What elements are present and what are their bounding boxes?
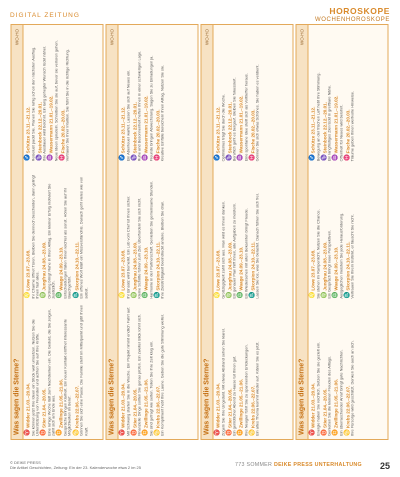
zodiac-sign-icon: ♏ <box>72 291 79 299</box>
zodiac-sign-text: Sie stehen im Rampenlicht. Nutzen Sie die Chance. <box>314 209 320 299</box>
zodiac-sign-text: Ihre Zielstrebigkeit beeindruckt andere. Bleiben Sie dran. <box>159 200 165 299</box>
header-section-label: DIGITAL ZEITUNG <box>10 12 80 19</box>
panel-columns <box>213 25 292 439</box>
zodiac-sign-text: Ihre Ausdauer wird belohnt. Ein lang gehegter Wunsch rückt näher. <box>41 45 47 162</box>
zodiac-sign-text: Ihre Fürsorge wird geschätzt. Denken Sie auch an sich. <box>349 340 355 436</box>
zodiac-sign-icon: ♌ <box>24 291 30 299</box>
panel-code: WO-HO <box>109 29 114 45</box>
zodiac-sign-text: Ein gemütlicher Abend zu Hause tut Ihnen gut. <box>231 355 237 436</box>
panel-columns <box>308 25 387 439</box>
horoscope-panel-body <box>200 24 293 440</box>
zodiac-sign-text: Vertrauen Sie Ihrer Intuition. Sie führt Sie in die richtige Richtung. <box>64 49 70 162</box>
zodiac-sign-text: Träume geben Ihnen wertvolle Hinweise. <box>349 90 355 162</box>
zodiac-sign-icon: ♌ <box>119 291 125 299</box>
zodiac-sign-icon: ♑ <box>130 154 137 162</box>
zodiac-sign-name: Waage 24.09.–23.10. <box>143 246 149 291</box>
page-title: HOROSKOPE <box>329 6 390 16</box>
zodiac-sign-icon: ♎ <box>237 291 244 299</box>
zodiac-sign-name: Schütze 23.11.–21.12. <box>215 106 221 154</box>
zodiac-sign-icon: ♏ <box>343 291 350 299</box>
zodiac-sign-icon: ♓ <box>58 154 65 162</box>
zodiac-sign-name: Widder 21.03.–20.04. <box>310 383 316 428</box>
panel-title: Was sagen die Sterne? <box>13 358 20 435</box>
zodiac-sign-name: Fische 20.02.–20.03. <box>60 109 66 154</box>
zodiac-sign-icon: ♋ <box>343 429 350 436</box>
zodiac-entry <box>322 303 332 436</box>
panel-title: Was sagen die Sterne? <box>203 358 210 435</box>
zodiac-entry <box>132 303 142 436</box>
zodiac-sign-icon: ♎ <box>142 291 149 299</box>
zodiac-sign-name: Waage 24.09.–23.10. <box>57 246 63 291</box>
header <box>315 6 390 23</box>
panel-column <box>25 303 100 436</box>
zodiac-sign-icon: ♍ <box>40 291 47 299</box>
zodiac-sign-icon: ♍ <box>225 291 232 299</box>
zodiac-entry <box>60 28 70 161</box>
zodiac-entry <box>74 303 89 436</box>
zodiac-sign-icon: ♒ <box>237 154 244 162</box>
panel-code: WO-HO <box>299 29 304 45</box>
zodiac-entry <box>37 28 47 161</box>
zodiac-sign-icon: ♎ <box>56 291 63 299</box>
zodiac-sign-text: Lassen Sie los, was Sie belastet. Danach fühlen Sie sich frei. <box>254 193 260 299</box>
zodiac-sign-name: Steinbock 22.12.–20.01. <box>321 102 327 154</box>
zodiac-sign-name: Wassermann 21.01.–19.02. <box>143 95 149 154</box>
zodiac-sign-icon: ♋ <box>72 429 79 436</box>
zodiac-sign-name: Widder 21.03.–20.04. <box>25 383 31 428</box>
zodiac-sign-text: Ein langfristiges Ziel rückt in greifbare Nähe. <box>326 85 332 162</box>
zodiac-sign-text: Ein Kompliment hebt Ihre Laune. Geben Sie die gute Stimmung weiter. <box>159 314 165 436</box>
zodiac-entry <box>310 303 320 436</box>
zodiac-sign-name: Zwillinge 21.05.–21.06. <box>333 378 339 428</box>
page-subtitle: WOCHENHOROSKOPE <box>314 17 390 23</box>
zodiac-entry <box>333 303 343 436</box>
zodiac-sign-icon: ♊ <box>332 429 339 436</box>
zodiac-sign-name: Krebs 22.06.–22.07. <box>73 385 79 428</box>
zodiac-sign-name: Widder 21.03.–20.04. <box>215 383 221 428</box>
zodiac-entry <box>57 303 72 436</box>
zodiac-entry <box>25 165 40 298</box>
zodiac-sign-text: Ruhe und Besonnenheit helfen Ihnen in einer schwierigen Lage. <box>136 50 142 162</box>
zodiac-sign-name: Schütze 23.11.–21.12. <box>25 106 31 154</box>
panel-title-bar <box>201 25 213 439</box>
zodiac-sign-text: Ein Abenteuer wartet. Lassen Sie sich auf Neues ein. <box>124 69 130 162</box>
zodiac-sign-icon: ♑ <box>35 154 42 162</box>
panel-title-bar <box>106 25 118 439</box>
zodiac-sign-text: Ordnung bringt Ruhe in Ihren Alltag. Ein kleiner Erfolg motiviert Sie zusätzlich. <box>45 183 56 299</box>
panel-title: Was sagen die Sterne? <box>108 358 115 435</box>
panel-column <box>120 303 195 436</box>
zodiac-sign-text: Ein Wiedersehen mit alten Bekannten bringt Freude. <box>242 208 248 299</box>
zodiac-entry <box>143 165 153 298</box>
zodiac-entry <box>227 28 237 161</box>
zodiac-sign-text: Ihre Neugier führt Sie zu spannenden Entdeckungen. <box>242 344 248 436</box>
footer-note: Die Artikel Geschichten, Zeitung: Ein der 23. Kalenderwoche etwa 2 im 25 <box>10 465 141 470</box>
zodiac-sign-icon: ♉ <box>225 429 232 436</box>
zodiac-sign-name: Waage 24.09.–23.10. <box>238 246 244 291</box>
zodiac-sign-name: Löwe 23.07.–23.08. <box>25 249 31 291</box>
zodiac-entry <box>25 303 40 436</box>
zodiac-sign-text: Bewegung an der frischen Luft hebt Ihre Stimmung. <box>314 72 320 162</box>
zodiac-sign-name: Steinbock 22.12.–20.01. <box>131 102 137 154</box>
zodiac-entry <box>227 303 237 436</box>
panel-column <box>310 303 385 436</box>
zodiac-sign-name: Stier 21.04.–20.05. <box>226 388 232 428</box>
zodiac-sign-icon: ♎ <box>332 291 339 299</box>
zodiac-sign-name: Stier 21.04.–20.05. <box>321 388 327 428</box>
footer-credits <box>10 460 141 470</box>
zodiac-sign-text: Ausgeglichen meistern Sie jede Herausforderung. <box>337 212 343 299</box>
zodiac-entry <box>250 303 260 436</box>
zodiac-sign-icon: ♒ <box>47 154 54 162</box>
zodiac-sign-icon: ♏ <box>248 291 255 299</box>
zodiac-sign-text: Beruflich geht es bergauf. Bleiben Sie fokussiert. <box>231 77 237 162</box>
zodiac-sign-text: Sie können jetzt Ihre Ideen ein Stück weit umsetzen. Nutzen Sie die Unterstützung von Freunden und achten Sie auf Ihre Kräfte. <box>29 319 40 436</box>
zodiac-sign-text: Vertrauen Sie Ihrem Instinkt, er täuscht Sie nicht. <box>349 214 355 299</box>
zodiac-sign-name: Waage 24.09.–23.10. <box>333 246 339 291</box>
zodiac-sign-icon: ♓ <box>153 154 160 162</box>
zodiac-entry <box>155 165 165 298</box>
zodiac-sign-icon: ♊ <box>237 429 244 436</box>
zodiac-entry <box>238 303 248 436</box>
zodiac-sign-text: Ein offenes Wort klärt ein Missverständnis. Danach geht vieles wie von selbst. <box>78 176 88 299</box>
zodiac-entry <box>143 28 153 161</box>
footer-issue: 773 SOMMER <box>235 462 273 468</box>
zodiac-sign-icon: ♒ <box>332 154 339 162</box>
horoscope-panel <box>200 24 293 440</box>
zodiac-sign-text: Freunde bringen Abwechslung. Sagen Sie zu Einladungen ja. <box>147 55 153 162</box>
zodiac-entry <box>120 165 130 298</box>
panel-code: WO-HO <box>204 29 209 45</box>
zodiac-entry <box>120 303 130 436</box>
zodiac-sign-icon: ♐ <box>309 154 315 162</box>
zodiac-sign-name: Krebs 22.06.–22.07. <box>250 385 256 428</box>
zodiac-entry <box>322 28 332 161</box>
zodiac-entry <box>333 165 343 298</box>
zodiac-sign-name: Zwillinge 21.05.–21.06. <box>238 378 244 428</box>
zodiac-sign-text: Eine ruhige Woche lädt zum Nachdenken ein. Die Geduld, die Sie zeigen, zahlt sich am Ende aus. <box>45 308 56 436</box>
zodiac-sign-icon: ♌ <box>309 291 315 299</box>
zodiac-entry <box>227 165 237 298</box>
zodiac-sign-name: Steinbock 22.12.–20.01. <box>226 102 232 154</box>
zodiac-sign-name: Wassermann 21.01.–19.02. <box>48 95 54 154</box>
zodiac-sign-icon: ♉ <box>130 429 137 436</box>
zodiac-entry <box>345 165 355 298</box>
zodiac-sign-name: Skorpion 24.10.–22.11. <box>155 241 161 291</box>
zodiac-sign-text: Neue Ideen sprudeln. Schreiben Sie sie auf, bevor sie verloren gehen. <box>52 40 58 162</box>
panel-column <box>120 28 195 161</box>
panel-column <box>25 165 100 298</box>
zodiac-sign-name: Jungfrau 24.08.–23.09. <box>226 241 232 291</box>
footer-copyright: © DEIKE PRESS <box>10 460 41 465</box>
zodiac-sign-text: Harmonie in der Partnerschaft. Genießen Sie gemeinsame Stunden. <box>147 180 153 299</box>
zodiac-sign-name: Löwe 23.07.–23.08. <box>215 249 221 291</box>
horoscope-panel <box>10 24 103 440</box>
zodiac-entry <box>132 28 142 161</box>
zodiac-sign-name: Skorpion 24.10.–22.11. <box>73 241 79 291</box>
panel-column <box>215 303 290 436</box>
zodiac-entry <box>250 28 260 161</box>
zodiac-sign-icon: ♊ <box>142 429 149 436</box>
zodiac-sign-icon: ♓ <box>343 154 350 162</box>
zodiac-sign-icon: ♈ <box>24 429 30 436</box>
zodiac-sign-name: Wassermann 21.01.–19.02. <box>333 95 339 154</box>
footer-brand: DEIKE PRESS UNTERHALTUNG <box>273 462 362 468</box>
zodiac-sign-icon: ♌ <box>214 291 220 299</box>
zodiac-sign-text: Offenheit für Neues wird belohnt. <box>337 104 343 162</box>
zodiac-sign-name: Skorpion 24.10.–22.11. <box>345 241 351 291</box>
zodiac-entry <box>143 303 153 436</box>
zodiac-sign-name: Schütze 23.11.–21.12. <box>120 106 126 154</box>
panel-column <box>310 165 385 298</box>
zodiac-sign-text: Ein überraschender Anruf bringt gute Nachrichten. <box>337 349 343 436</box>
zodiac-sign-name: Schütze 23.11.–21.12. <box>310 106 316 154</box>
zodiac-entry <box>333 28 343 161</box>
zodiac-sign-icon: ♐ <box>24 154 30 162</box>
panel-title: Was sagen die Sterne? <box>298 358 305 435</box>
zodiac-sign-icon: ♈ <box>119 429 125 436</box>
zodiac-entry <box>25 28 35 161</box>
panel-column <box>120 165 195 298</box>
zodiac-sign-name: Löwe 23.07.–23.08. <box>120 249 126 291</box>
horoscope-page <box>10 24 390 442</box>
zodiac-sign-text: Ihr Charme öffnet Türen. Bleiben Sie dennoch bescheiden, dann gelingt Ihnen fast alles. <box>29 175 40 299</box>
zodiac-sign-name: Zwillinge 21.05.–21.06. <box>143 378 149 428</box>
zodiac-sign-icon: ♋ <box>248 429 255 436</box>
panel-title-bar <box>11 25 23 439</box>
zodiac-sign-name: Jungfrau 24.08.–23.09. <box>41 241 47 291</box>
zodiac-entry <box>132 165 142 298</box>
zodiac-sign-name: Skorpion 24.10.–22.11. <box>250 241 256 291</box>
zodiac-sign-name: Stier 21.04.–20.05. <box>131 388 137 428</box>
zodiac-entry <box>238 28 248 161</box>
zodiac-entry <box>345 28 355 161</box>
zodiac-sign-text: Ihr Einsatz wird bemerkt. Ein Lob vom Chef ist Ihnen sicher. <box>124 195 130 299</box>
zodiac-entry <box>310 165 320 298</box>
zodiac-entry <box>155 28 165 161</box>
zodiac-sign-text: Kreative Einfälle bereichern Ihren Alltag. Nutzen Sie sie. <box>159 64 165 162</box>
panel-column <box>215 165 290 298</box>
zodiac-sign-icon: ♒ <box>142 154 149 162</box>
zodiac-sign-name: Fische 20.02.–20.03. <box>155 109 161 154</box>
zodiac-sign-icon: ♑ <box>225 154 232 162</box>
zodiac-sign-text: Sie sind gefragt wie selten. Teilen Sie Ihre Zeit klug ein. <box>147 340 153 436</box>
zodiac-entry <box>215 28 225 161</box>
zodiac-entry <box>250 165 260 298</box>
zodiac-entry <box>215 303 225 436</box>
zodiac-sign-icon: ♑ <box>320 154 327 162</box>
panel-title-bar <box>296 25 308 439</box>
zodiac-entry <box>310 28 320 161</box>
zodiac-sign-name: Löwe 23.07.–23.08. <box>310 249 316 291</box>
zodiac-entry <box>345 303 355 436</box>
zodiac-sign-text: Reiselust packt Sie. Planen Sie ruhig schon den nächsten Ausflug. <box>29 46 35 162</box>
zodiac-entry <box>238 165 248 298</box>
zodiac-sign-name: Wassermann 21.01.–19.02. <box>238 95 244 154</box>
zodiac-sign-icon: ♐ <box>214 154 220 162</box>
zodiac-sign-icon: ♉ <box>320 429 327 436</box>
zodiac-sign-text: Mit Schwung starten Sie in die Woche. Ein Projekt nimmt endlich Fahrt auf. <box>124 306 130 436</box>
zodiac-sign-icon: ♋ <box>153 429 160 436</box>
zodiac-sign-text: Entscheidungen fallen Ihnen leichter als sonst. Hören Sie auf Ihr Bauchgefühl. <box>61 187 72 299</box>
zodiac-sign-name: Widder 21.03.–20.04. <box>120 383 126 428</box>
zodiac-sign-icon: ♐ <box>119 154 125 162</box>
zodiac-sign-text: Optimismus trägt Sie durch die Woche. <box>219 93 225 162</box>
zodiac-sign-name: Krebs 22.06.–22.07. <box>155 385 161 428</box>
zodiac-sign-text: Ein altes Thema kommt wieder auf. Klären Sie es jetzt. <box>254 341 260 436</box>
zodiac-sign-icon: ♍ <box>130 291 137 299</box>
zodiac-entry <box>57 165 72 298</box>
zodiac-sign-icon: ♏ <box>153 291 160 299</box>
zodiac-sign-name: Fische 20.02.–20.03. <box>250 109 256 154</box>
zodiac-sign-icon: ♍ <box>320 291 327 299</box>
zodiac-sign-text: Gönnen Sie sich eine Pause. Die Familie steht im Mittelpunkt und gibt Ihnen Kraft. <box>78 304 88 436</box>
zodiac-entry <box>41 165 56 298</box>
zodiac-sign-icon: ♈ <box>214 429 220 436</box>
zodiac-entry <box>215 165 225 298</box>
zodiac-sign-text: Kleine Schritte führen zum Ziel. Überfordern Sie sich nicht. <box>136 197 142 299</box>
horoscope-panel <box>295 24 388 440</box>
horoscope-panel-body <box>295 24 388 440</box>
zodiac-sign-name: Fische 20.02.–20.03. <box>345 109 351 154</box>
zodiac-sign-name: Jungfrau 24.08.–23.09. <box>131 241 137 291</box>
zodiac-sign-text: Energie haben Sie reichlich. Setzen Sie sie gezielt ein. <box>314 341 320 436</box>
zodiac-entry <box>41 303 56 436</box>
zodiac-sign-name: Krebs 22.06.–22.07. <box>345 385 351 428</box>
horoscope-panel-body <box>10 24 103 440</box>
zodiac-entry <box>322 165 332 298</box>
zodiac-sign-text: Zügeln Sie Ihre Ungeduld. Mit etwas Abstand sehen Sie klarer. <box>219 328 225 436</box>
zodiac-sign-name: Steinbock 22.12.–20.01. <box>36 102 42 154</box>
panel-columns <box>23 25 102 439</box>
zodiac-sign-text: Gönnen Sie sich etwas Schönes. Sie haben es verdient. <box>254 64 260 162</box>
panel-column <box>310 28 385 161</box>
footer-publisher <box>235 462 362 468</box>
horoscope-panel <box>105 24 198 440</box>
zodiac-sign-text: Ein genauer Plan hilft Ihnen, alle Aufgaben zu meistern. <box>231 202 237 299</box>
zodiac-sign-text: Finanzielle Dinge sollten Sie genau prüfen. Ein zweiter Blick lohnt sich. <box>136 314 142 436</box>
zodiac-entry <box>155 303 165 436</box>
zodiac-sign-name: Stier 21.04.–20.05. <box>41 388 47 428</box>
panel-code: WO-HO <box>14 29 19 45</box>
panel-columns <box>118 25 197 439</box>
zodiac-sign-text: Genießen Sie die kleinen Freuden des Alltags. <box>326 355 332 436</box>
zodiac-entry <box>74 165 89 298</box>
zodiac-sign-icon: ♉ <box>40 429 47 436</box>
zodiac-sign-icon: ♓ <box>248 154 255 162</box>
zodiac-entry <box>48 28 58 161</box>
zodiac-sign-text: Gespräche bringen Klarheit. Ein neuer Kontakt eröffnet interessante Möglichkeiten im Beruf. <box>61 319 72 436</box>
zodiac-sign-icon: ♊ <box>56 429 63 436</box>
panel-column <box>215 28 290 161</box>
page-number: 25 <box>379 461 390 471</box>
zodiac-sign-name: Zwillinge 21.05.–21.06. <box>57 378 63 428</box>
zodiac-sign-name: Jungfrau 24.08.–23.09. <box>321 241 327 291</box>
zodiac-sign-text: Großzügigkeit zahlt sich aus. Man wird es Ihnen danken. <box>219 200 225 299</box>
zodiac-sign-text: Ein Gespräch bringt neue Perspektiven. <box>326 229 332 299</box>
horoscope-panel-body <box>105 24 198 440</box>
zodiac-entry <box>120 28 130 161</box>
zodiac-sign-icon: ♈ <box>309 429 315 436</box>
panel-column <box>25 28 100 161</box>
zodiac-sign-text: Eine spontane Idee stellt sich als Volltreffer heraus. <box>242 73 248 162</box>
